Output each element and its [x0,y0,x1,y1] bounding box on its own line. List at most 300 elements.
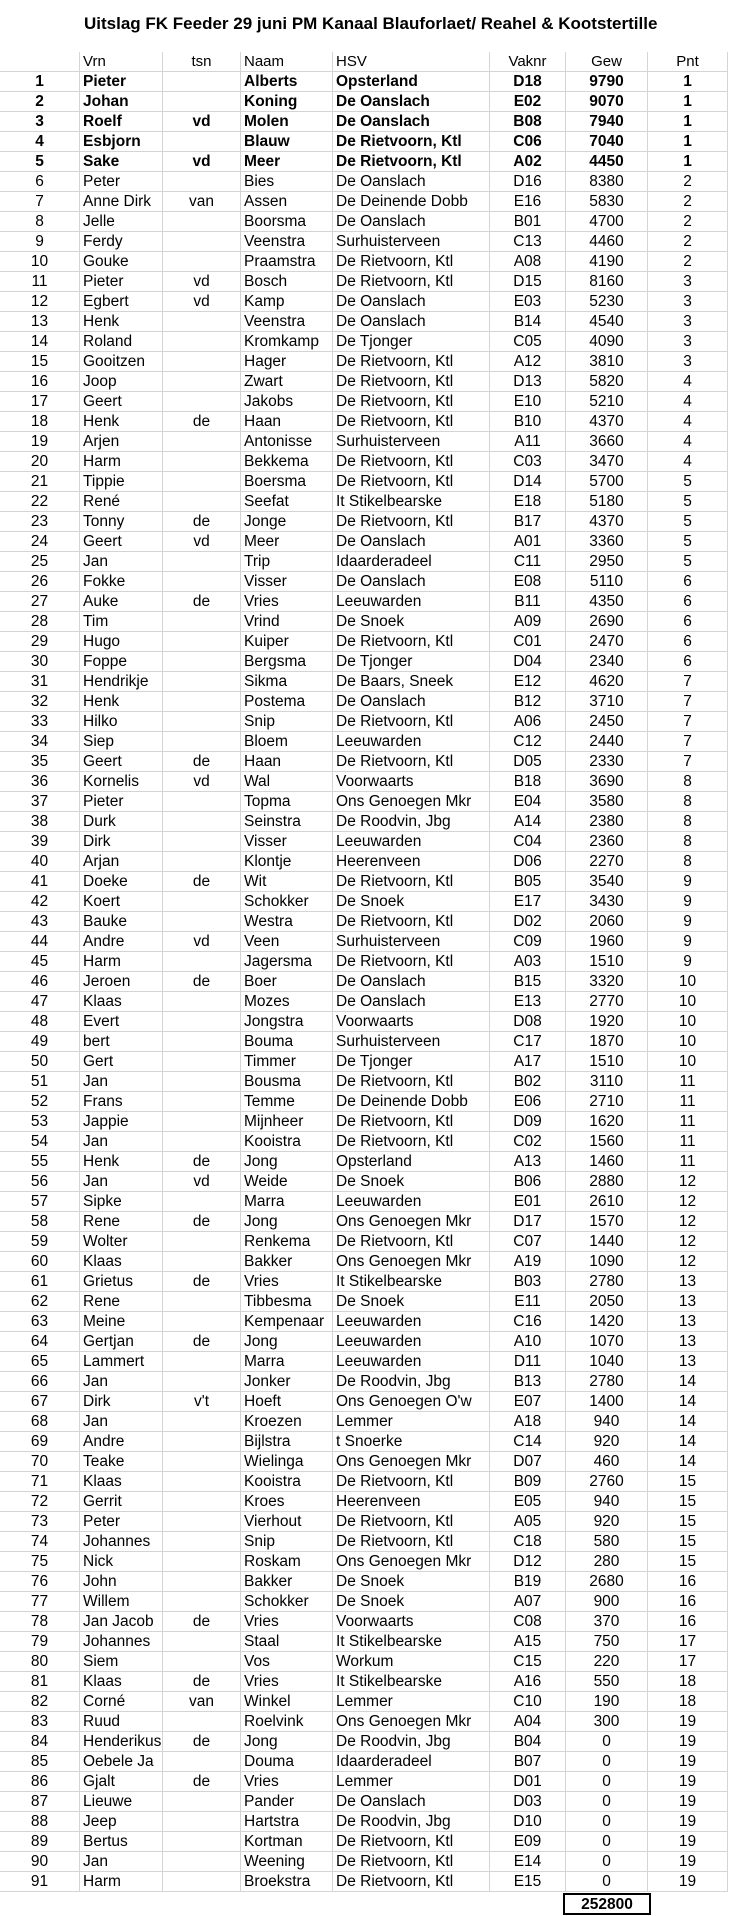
cell-lastname: Vos [241,1652,333,1672]
cell-firstname: Jan [80,1072,163,1092]
cell-firstname: Siem [80,1652,163,1672]
cell-lastname: Meer [241,532,333,552]
cell-points: 19 [648,1792,728,1812]
cell-pos: 42 [0,892,80,912]
cell-weight: 1870 [566,1032,648,1052]
cell-pos: 41 [0,872,80,892]
cell-club: De Roodvin, Jbg [333,1732,490,1752]
cell-tussenvoegsel: de [163,972,241,992]
cell-club: De Oanslach [333,292,490,312]
cell-firstname: Gert [80,1052,163,1072]
total-weight: 252800 [563,1893,651,1915]
cell-lastname: Kooistra [241,1472,333,1492]
cell-vaknr: E03 [490,292,566,312]
cell-firstname: Johannes [80,1532,163,1552]
cell-vaknr: B11 [490,592,566,612]
cell-firstname: Gouke [80,252,163,272]
cell-pos: 15 [0,352,80,372]
cell-tussenvoegsel [163,1572,241,1592]
cell-vaknr: E02 [490,92,566,112]
cell-pos: 35 [0,752,80,772]
cell-lastname: Schokker [241,1592,333,1612]
cell-weight: 920 [566,1512,648,1532]
cell-tussenvoegsel [163,1552,241,1572]
cell-pos: 6 [0,172,80,192]
cell-vaknr: B10 [490,412,566,432]
cell-points: 3 [648,332,728,352]
cell-vaknr: E18 [490,492,566,512]
cell-weight: 7040 [566,132,648,152]
cell-weight: 3430 [566,892,648,912]
cell-weight: 4350 [566,592,648,612]
cell-firstname: Joop [80,372,163,392]
cell-points: 1 [648,132,728,152]
cell-lastname: Renkema [241,1232,333,1252]
cell-pos: 79 [0,1632,80,1652]
cell-pos: 29 [0,632,80,652]
cell-lastname: Jong [241,1212,333,1232]
cell-weight: 5180 [566,492,648,512]
cell-firstname: Lieuwe [80,1792,163,1812]
cell-points: 18 [648,1672,728,1692]
cell-pos: 60 [0,1252,80,1272]
cell-weight: 3580 [566,792,648,812]
cell-firstname: Corné [80,1692,163,1712]
cell-firstname: Klaas [80,1672,163,1692]
cell-firstname: Jan [80,1412,163,1432]
cell-lastname: Veenstra [241,232,333,252]
cell-points: 9 [648,952,728,972]
cell-pos: 64 [0,1332,80,1352]
cell-tussenvoegsel: van [163,192,241,212]
cell-vaknr: A10 [490,1332,566,1352]
cell-vaknr: C14 [490,1432,566,1452]
cell-tussenvoegsel [163,252,241,272]
cell-tussenvoegsel: v't [163,1392,241,1412]
cell-club: De Snoek [333,1172,490,1192]
cell-points: 7 [648,712,728,732]
cell-pos: 74 [0,1532,80,1552]
cell-lastname: Bakker [241,1252,333,1272]
cell-club: Leeuwarden [333,1332,490,1352]
cell-lastname: Bloem [241,732,333,752]
cell-tussenvoegsel [163,1712,241,1732]
cell-lastname: Visser [241,572,333,592]
cell-points: 3 [648,272,728,292]
cell-club: De Oanslach [333,992,490,1012]
cell-tussenvoegsel [163,1092,241,1112]
cell-pos: 18 [0,412,80,432]
cell-vaknr: A02 [490,152,566,172]
cell-pos: 46 [0,972,80,992]
cell-club: De Roodvin, Jbg [333,1812,490,1832]
cell-lastname: Zwart [241,372,333,392]
cell-club: De Snoek [333,1292,490,1312]
cell-tussenvoegsel [163,1592,241,1612]
cell-tussenvoegsel [163,232,241,252]
cell-points: 12 [648,1192,728,1212]
cell-points: 3 [648,352,728,372]
cell-weight: 940 [566,1492,648,1512]
cell-firstname: Peter [80,172,163,192]
cell-tussenvoegsel [163,1852,241,1872]
cell-tussenvoegsel [163,652,241,672]
cell-lastname: Marra [241,1192,333,1212]
cell-club: De Rietvoorn, Ktl [333,392,490,412]
cell-points: 18 [648,1692,728,1712]
cell-firstname: Sake [80,152,163,172]
cell-pos: 9 [0,232,80,252]
cell-vaknr: D16 [490,172,566,192]
cell-vaknr: E08 [490,572,566,592]
cell-vaknr: B01 [490,212,566,232]
cell-club: Leeuwarden [333,1352,490,1372]
cell-firstname: Gerrit [80,1492,163,1512]
cell-firstname: bert [80,1032,163,1052]
cell-vaknr: D18 [490,72,566,92]
cell-lastname: Haan [241,752,333,772]
cell-vaknr: A12 [490,352,566,372]
cell-vaknr: B05 [490,872,566,892]
cell-vaknr: D07 [490,1452,566,1472]
cell-club: It Stikelbearske [333,1272,490,1292]
cell-points: 12 [648,1232,728,1252]
cell-club: Leeuwarden [333,592,490,612]
cell-club: De Deinende Dobb [333,192,490,212]
cell-weight: 900 [566,1592,648,1612]
cell-club: De Deinende Dobb [333,1092,490,1112]
cell-weight: 4620 [566,672,648,692]
cell-firstname: Hendrikje [80,672,163,692]
cell-firstname: Fokke [80,572,163,592]
cell-tussenvoegsel [163,672,241,692]
cell-lastname: Bousma [241,1072,333,1092]
cell-points: 12 [648,1172,728,1192]
cell-firstname: Oebele Ja [80,1752,163,1772]
cell-pos: 12 [0,292,80,312]
cell-pos: 32 [0,692,80,712]
cell-weight: 2470 [566,632,648,652]
cell-weight: 4090 [566,332,648,352]
cell-club: De Oanslach [333,972,490,992]
cell-points: 9 [648,892,728,912]
cell-firstname: Sipke [80,1192,163,1212]
cell-pos: 10 [0,252,80,272]
cell-weight: 0 [566,1752,648,1772]
cell-tussenvoegsel: vd [163,932,241,952]
cell-points: 11 [648,1152,728,1172]
cell-vaknr: A06 [490,712,566,732]
cell-points: 5 [648,472,728,492]
cell-tussenvoegsel: de [163,592,241,612]
cell-club: Opsterland [333,72,490,92]
cell-points: 8 [648,832,728,852]
cell-weight: 3110 [566,1072,648,1092]
cell-tussenvoegsel [163,92,241,112]
cell-vaknr: E05 [490,1492,566,1512]
cell-lastname: Jagersma [241,952,333,972]
cell-club: De Oanslach [333,692,490,712]
cell-pos: 17 [0,392,80,412]
cell-weight: 580 [566,1532,648,1552]
cell-pos: 22 [0,492,80,512]
cell-weight: 2780 [566,1372,648,1392]
cell-weight: 2880 [566,1172,648,1192]
cell-firstname: Geert [80,392,163,412]
cell-pos: 57 [0,1192,80,1212]
cell-tussenvoegsel: de [163,1732,241,1752]
cell-firstname: Egbert [80,292,163,312]
cell-tussenvoegsel [163,712,241,732]
cell-weight: 300 [566,1712,648,1732]
cell-club: De Rietvoorn, Ktl [333,1532,490,1552]
cell-club: De Tjonger [333,652,490,672]
cell-lastname: Hartstra [241,1812,333,1832]
cell-tussenvoegsel: vd [163,152,241,172]
cell-club: De Rietvoorn, Ktl [333,912,490,932]
cell-points: 4 [648,412,728,432]
cell-weight: 1960 [566,932,648,952]
cell-weight: 1570 [566,1212,648,1232]
cell-firstname: Hilko [80,712,163,732]
cell-weight: 3320 [566,972,648,992]
cell-lastname: Hoeft [241,1392,333,1412]
cell-lastname: Bies [241,172,333,192]
cell-firstname: Andre [80,932,163,952]
cell-club: De Rietvoorn, Ktl [333,632,490,652]
cell-lastname: Wal [241,772,333,792]
cell-pos: 49 [0,1032,80,1052]
cell-points: 19 [648,1772,728,1792]
cell-club: De Rietvoorn, Ktl [333,712,490,732]
cell-club: De Rietvoorn, Ktl [333,1132,490,1152]
cell-firstname: Gjalt [80,1772,163,1792]
cell-club: Lemmer [333,1692,490,1712]
cell-firstname: Geert [80,532,163,552]
cell-tussenvoegsel [163,1432,241,1452]
cell-pos: 21 [0,472,80,492]
cell-weight: 4460 [566,232,648,252]
cell-points: 15 [648,1552,728,1572]
cell-lastname: Jongstra [241,1012,333,1032]
cell-tussenvoegsel [163,912,241,932]
cell-points: 2 [648,212,728,232]
cell-lastname: Kortman [241,1832,333,1852]
cell-firstname: Johannes [80,1632,163,1652]
cell-vaknr: E07 [490,1392,566,1412]
cell-points: 9 [648,912,728,932]
cell-firstname: Dirk [80,1392,163,1412]
cell-points: 16 [648,1572,728,1592]
cell-tussenvoegsel [163,1832,241,1852]
cell-weight: 7940 [566,112,648,132]
cell-firstname: Klaas [80,992,163,1012]
cell-tussenvoegsel: de [163,412,241,432]
cell-lastname: Vries [241,1272,333,1292]
cell-club: De Oanslach [333,92,490,112]
cell-pos: 50 [0,1052,80,1072]
cell-pos: 72 [0,1492,80,1512]
cell-club: De Rietvoorn, Ktl [333,1852,490,1872]
cell-firstname: Peter [80,1512,163,1532]
cell-vaknr: A11 [490,432,566,452]
cell-firstname: Jan [80,552,163,572]
cell-firstname: Henk [80,412,163,432]
cell-points: 4 [648,452,728,472]
cell-lastname: Hager [241,352,333,372]
cell-points: 4 [648,432,728,452]
cell-weight: 1510 [566,1052,648,1072]
cell-pos: 28 [0,612,80,632]
cell-club: De Oanslach [333,1792,490,1812]
cell-tussenvoegsel [163,552,241,572]
cell-tussenvoegsel [163,472,241,492]
cell-club: De Rietvoorn, Ktl [333,872,490,892]
cell-tussenvoegsel [163,1032,241,1052]
cell-club: De Rietvoorn, Ktl [333,1112,490,1132]
cell-club: Leeuwarden [333,1312,490,1332]
cell-vaknr: C09 [490,932,566,952]
cell-weight: 2380 [566,812,648,832]
cell-vaknr: B18 [490,772,566,792]
cell-lastname: Jong [241,1152,333,1172]
cell-firstname: Hugo [80,632,163,652]
cell-pos: 51 [0,1072,80,1092]
cell-firstname: Foppe [80,652,163,672]
cell-lastname: Kooistra [241,1132,333,1152]
cell-pos: 26 [0,572,80,592]
cell-vaknr: B06 [490,1172,566,1192]
cell-weight: 220 [566,1652,648,1672]
cell-pos: 85 [0,1752,80,1772]
cell-club: De Roodvin, Jbg [333,812,490,832]
cell-weight: 2680 [566,1572,648,1592]
cell-vaknr: D14 [490,472,566,492]
cell-firstname: Arjan [80,852,163,872]
cell-club: Voorwaarts [333,1612,490,1632]
cell-club: It Stikelbearske [333,1632,490,1652]
cell-weight: 4700 [566,212,648,232]
cell-weight: 550 [566,1672,648,1692]
cell-pos: 48 [0,1012,80,1032]
cell-lastname: Schokker [241,892,333,912]
cell-club: Leeuwarden [333,732,490,752]
cell-lastname: Kromkamp [241,332,333,352]
cell-firstname: Andre [80,1432,163,1452]
cell-points: 10 [648,1012,728,1032]
cell-club: De Rietvoorn, Ktl [333,1872,490,1892]
cell-tussenvoegsel [163,1452,241,1472]
cell-pos: 58 [0,1212,80,1232]
cell-pos: 55 [0,1152,80,1172]
cell-club: De Rietvoorn, Ktl [333,132,490,152]
cell-firstname: Jan [80,1372,163,1392]
cell-vaknr: B09 [490,1472,566,1492]
cell-vaknr: E12 [490,672,566,692]
cell-vaknr: C15 [490,1652,566,1672]
cell-pos: 86 [0,1772,80,1792]
cell-lastname: Bosch [241,272,333,292]
cell-points: 8 [648,772,728,792]
cell-vaknr: C06 [490,132,566,152]
cell-firstname: Bauke [80,912,163,932]
cell-vaknr: D01 [490,1772,566,1792]
cell-tussenvoegsel [163,332,241,352]
cell-tussenvoegsel [163,212,241,232]
cell-points: 15 [648,1532,728,1552]
cell-tussenvoegsel: de [163,752,241,772]
cell-club: t Snoerke [333,1432,490,1452]
cell-weight: 1920 [566,1012,648,1032]
cell-lastname: Kroes [241,1492,333,1512]
cell-club: De Snoek [333,1572,490,1592]
cell-firstname: Koert [80,892,163,912]
cell-tussenvoegsel [163,1232,241,1252]
cell-tussenvoegsel [163,1652,241,1672]
cell-tussenvoegsel [163,1192,241,1212]
cell-vaknr: B04 [490,1732,566,1752]
cell-lastname: Timmer [241,1052,333,1072]
cell-tussenvoegsel [163,812,241,832]
cell-firstname: Harm [80,952,163,972]
cell-pos: 91 [0,1872,80,1892]
cell-club: It Stikelbearske [333,492,490,512]
cell-weight: 2330 [566,752,648,772]
cell-pos: 39 [0,832,80,852]
cell-vaknr: E01 [490,1192,566,1212]
cell-points: 5 [648,532,728,552]
cell-firstname: Bertus [80,1832,163,1852]
cell-points: 19 [648,1832,728,1852]
cell-tussenvoegsel [163,1472,241,1492]
cell-points: 7 [648,672,728,692]
cell-lastname: Jong [241,1332,333,1352]
cell-points: 8 [648,812,728,832]
cell-weight: 2450 [566,712,648,732]
cell-points: 13 [648,1272,728,1292]
cell-club: De Oanslach [333,112,490,132]
cell-vaknr: B03 [490,1272,566,1292]
cell-firstname: Auke [80,592,163,612]
cell-firstname: Henderikus [80,1732,163,1752]
cell-club: De Oanslach [333,312,490,332]
cell-tussenvoegsel [163,1072,241,1092]
cell-weight: 1460 [566,1152,648,1172]
cell-lastname: Bijlstra [241,1432,333,1452]
cell-pos: 83 [0,1712,80,1732]
cell-club: Surhuisterveen [333,432,490,452]
cell-tussenvoegsel: vd [163,112,241,132]
cell-club: Ons Genoegen Mkr [333,1212,490,1232]
cell-points: 3 [648,312,728,332]
cell-club: De Tjonger [333,1052,490,1072]
cell-vaknr: B12 [490,692,566,712]
cell-weight: 1090 [566,1252,648,1272]
cell-weight: 8380 [566,172,648,192]
cell-club: Ons Genoegen Mkr [333,1452,490,1472]
cell-points: 5 [648,552,728,572]
cell-tussenvoegsel [163,1352,241,1372]
cell-vaknr: B02 [490,1072,566,1092]
cell-points: 2 [648,252,728,272]
cell-club: Idaarderadeel [333,552,490,572]
cell-lastname: Mijnheer [241,1112,333,1132]
cell-weight: 5110 [566,572,648,592]
page-title: Uitslag FK Feeder 29 juni PM Kanaal Blauforlaet/ Reahel & Kootstertille [84,14,658,33]
cell-vaknr: B13 [490,1372,566,1392]
cell-club: Workum [333,1652,490,1672]
cell-lastname: Molen [241,112,333,132]
